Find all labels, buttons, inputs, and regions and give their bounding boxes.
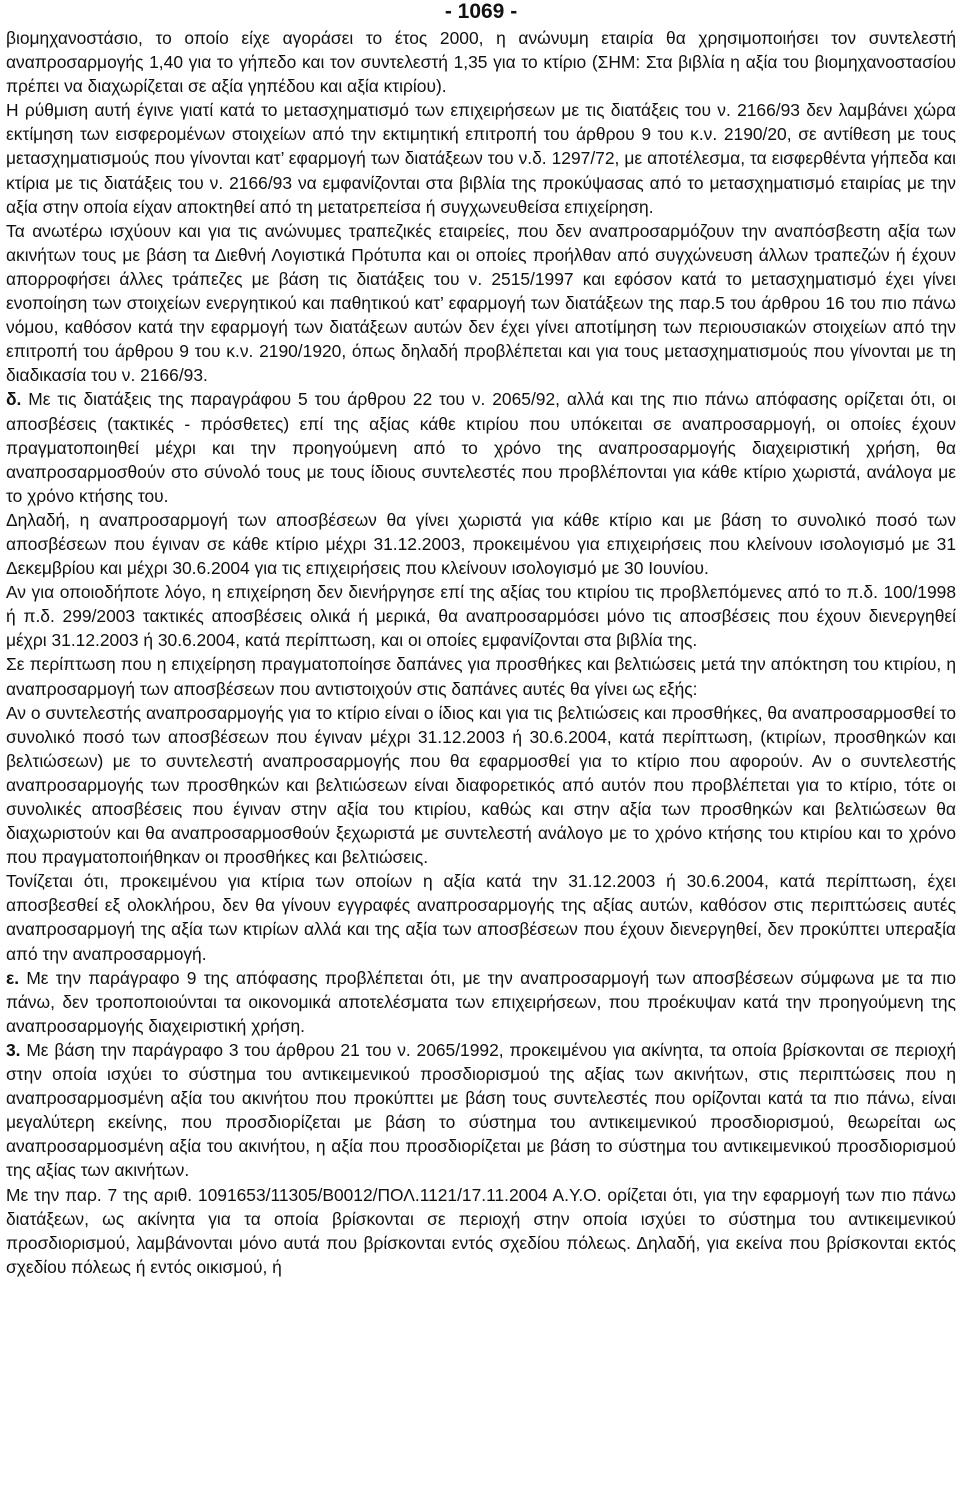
paragraph xyxy=(6,580,956,652)
paragraph-text: Με τις διατάξεις της παραγράφου 5 του άρθρου 22 του ν. 2065/92, αλλά και της πιο πάνω απόφασης ορίζεται ότι, οι αποσβέσεις (τακτικές - πρόσθετες) επί της αξίας κάθε κτιρίου που υπόκειται σε αναπροσαρμογή, οι οποίες έχουν πραγματοποιηθεί μέχρι και την προηγούμενη από το χρόνο της αναπροσαρμογής διαχειριστική χρήση, θα αναπροσαρμοσθούν στο σύνολό τους με τους ίδιους συντελεστές που προβλέπονται για κάθε κτίριο χωριστά, ανάλογα με το χρόνο κτήσης του. xyxy=(6,389,956,506)
paragraph-text: Δηλαδή, η αναπροσαρμογή των αποσβέσεων θα γίνει χωριστά για κάθε κτίριο και με βάση το συνολικό ποσό των αποσβέσεων που έγιναν σε κάθε κτίριο μέχρι 31.12.2003, προκειμένου για επιχειρήσεις που κλείνουν ισολογισμό με 31 Δεκεμβρίου και μέχρι 30.6.2004 για τις επιχειρήσεις που κλείνουν ισολογισμό με 30 Ιουνίου. xyxy=(6,509,956,579)
paragraph xyxy=(6,26,956,98)
paragraph-lead: 3. xyxy=(6,1039,21,1060)
paragraph xyxy=(6,966,956,1038)
paragraph-text: Τα ανωτέρω ισχύουν και για τις ανώνυμες τραπεζικές εταιρείες, που δεν αναπροσαρμόζουν την αναπόσβεστη αξία των ακινήτων τους με βάση τα Διεθνή Λογιστικά Πρότυπα και οι οποίες προήλθαν από συγχώνευση άλλων τραπεζών ή έχουν απορροφήσει άλλες τράπεζες με βάση τις διατάξεις του ν. 2515/1997 και εφόσον κατά το μετασχηματισμό έχει γίνει ενοποίηση των στοιχείων ενεργητικού και παθητικού κατ’ εφαρμογή των διατάξεων της παρ.5 του άρθρου 16 του πιο πάνω νόμου, καθόσον κατά την εφαρμογή των διατάξεων αυτών δεν έχει γίνει αποτίμηση των περιουσιακών στοιχείων από την επιτροπή του άρθρου 9 του κ.ν. 2190/1920, όπως δηλαδή προβλέπεται και για τους μετασχηματισμούς που γίνονται με τη διαδικασία του ν. 2166/93. xyxy=(6,220,956,386)
paragraph-lead: δ. xyxy=(6,389,22,410)
paragraph xyxy=(6,701,956,870)
paragraph-text: Σε περίπτωση που η επιχείρηση πραγματοποίησε δαπάνες για προσθήκες και βελτιώσεις μετά την απόκτηση του κτιρίου, η αναπροσαρμογή των αποσβέσεων που αντιστοιχούν στις δαπάνες αυτές θα γίνει ως εξής: xyxy=(6,654,956,699)
paragraph-text: Τονίζεται ότι, προκειμένου για κτίρια των οποίων η αξία κατά την 31.12.2003 ή 30.6.2004, κατά περίπτωση, έχει αποσβεσθεί εξ ολοκλήρου, δεν θα γίνουν εγγραφές αναπροσαρμογής της αξίας αυτών, καθόσον στις περιπτώσεις αυτές αναπροσαρμογή της αξία των κτιρίων αλλά και της αξία των αποσβέσεων που έχουν διενεργηθεί, δεν προκύπτει υπεραξία από την αναπροσαρμογή. xyxy=(6,871,956,964)
paragraph xyxy=(6,1038,956,1183)
paragraph xyxy=(6,508,956,580)
page-number: - 1069 - xyxy=(444,0,518,23)
document-page xyxy=(6,0,956,1279)
paragraph-text: Με την παράγραφο 9 της απόφασης προβλέπεται ότι, με την αναπροσαρμογή των αποσβέσεων σύμφωνα με τα πιο πάνω, δεν τροποποιούνται τα οικονομικά αποτελέσματα των επιχειρήσεων, που προέκυψαν κατά την προηγούμενη της αναπροσαρμογής διαχειριστική χρήση. xyxy=(6,967,956,1036)
paragraph xyxy=(6,1183,956,1279)
paragraph-text: Με βάση την παράγραφο 3 του άρθρου 21 του ν. 2065/1992, προκειμένου για ακίνητα, τα οποία βρίσκονται σε περιοχή στην οποία ισχύει το σύστημα του αντικειμενικού προσδιορισμού της αξίας των ακινήτων, στις περιπτώσεις που η αναπροσαρμοσμένη αξία του ακινήτου που προκύπτει με βάση τους συντελεστές που ορίζονται κατά τα πιο πάνω, είναι μεγαλύτερη εκείνης, που προσδιορίζεται με βάση το σύστημα του αντικειμενικού προσδιορισμού, θεωρείται ως αναπροσαρμοσμένη αξία του ακινήτου, η αξία που προσδιορίζεται με βάση το σύστημα του αντικειμενικού προσδιορισμού της αξίας των ακινήτων. xyxy=(6,1039,956,1181)
paragraph-lead: ε. xyxy=(6,967,20,988)
paragraph-text: Με την παρ. 7 της αριθ. 1091653/11305/Β0012/ΠΟΛ.1121/17.11.2004 Α.Υ.Ο. ορίζεται ότι, για την εφαρμογή των πιο πάνω διατάξεων, ως ακίνητα για τα οποία βρίσκονται σε περιοχή στην οποία ισχύει το σύστημα του αντικειμενικού προσδιορισμού, λαμβάνονται μόνο αυτά που βρίσκονται εντός σχεδίου πόλεως. Δηλαδή, για εκείνα που βρίσκονται εκτός σχεδίου πόλεως ή εντός οικισμού, ή xyxy=(6,1184,956,1277)
paragraph xyxy=(6,98,956,218)
paragraph-text: Αν ο συντελεστής αναπροσαρμογής για το κτίριο είναι ο ίδιος και για τις βελτιώσεις και προσθήκες, θα αναπροσαρμοσθεί το συνολικό ποσό των αποσβέσεων που έγιναν μέχρι 31.12.2003 ή 30.6.2004, κατά περίπτωση, (κτιρίων, προσθηκών και βελτιώσεων) με το συντελεστή αναπροσαρμογής που θα εφαρμοσθεί για το κτίριο που αφορούν. Αν ο συντελεστής αναπροσαρμογής των προσθηκών και βελτιώσεων είναι διαφορετικός από αυτόν που προβλέπεται για το κτίριο, τότε οι συνολικές αποσβέσεις που έγιναν στην αξία του κτιρίου, καθώς και στην αξία των προσθηκών και βελτιώσεων θα διαχωριστούν και θα αναπροσαρμοσθούν ξεχωριστά με συντελεστή ανάλογο με το χρόνο κτήσης του κτιρίου και το χρόνο που πραγματοποιήθηκαν οι προσθήκες και βελτιώσεις. xyxy=(6,702,956,868)
paragraph-text: βιομηχανοστάσιο, το οποίο είχε αγοράσει το έτος 2000, η ανώνυμη εταιρία θα χρησιμοποιήσει τον συντελεστή αναπροσαρμογής 1,40 για το γήπεδο και τον συντελεστή 1,35 για το κτίριο (ΣΗΜ: Στα βιβλία η αξία του βιομηχανοστασίου πρέπει να διαχωρίζεται σε αξία γηπέδου και αξία κτιρίου). xyxy=(6,28,956,97)
paragraph xyxy=(6,869,956,965)
document-body xyxy=(6,26,956,1279)
paragraph-text: Αν για οποιοδήποτε λόγο, η επιχείρηση δεν διενήργησε επί της αξίας του κτιρίου τις προβλεπόμενες από το π.δ. 100/1998 ή π.δ. 299/2003 τακτικές αποσβέσεις ολικά ή μερικά, θα αναπροσαρμόσει μόνο τις αποσβέσεις που έχουν διενεργηθεί μέχρι 31.12.2003 ή 30.6.2004, κατά περίπτωση, και οι οποίες εμφανίζονται στα βιβλία της. xyxy=(6,582,956,651)
paragraph-text: Η ρύθμιση αυτή έγινε γιατί κατά το μετασχηματισμό των επιχειρήσεων με τις διατάξεις του ν. 2166/93 δεν λαμβάνει χώρα εκτίμηση των εισφερομένων στοιχείων από την εκτιμητική επιτροπή του άρθρου 9 του κ.ν. 2190/20, σε αντίθεση με τους μετασχηματισμούς που γίνονται κατ’ εφαρμογή των διατάξεων του ν.δ. 1297/72, με αποτέλεσμα, τα εισφερθέντα γήπεδα και κτίρια με τις διατάξεις του ν. 2166/93 να εμφανίζονται στα βιβλία της προκύψασας από το μετασχηματισμό εταιρίας με την αξία στην οποία είχαν αποκτηθεί από τη μετατρεπείσα ή συγχωνευθείσα επιχείρηση. xyxy=(6,100,956,217)
paragraph xyxy=(6,652,956,700)
paragraph xyxy=(6,387,956,507)
paragraph xyxy=(6,219,956,388)
